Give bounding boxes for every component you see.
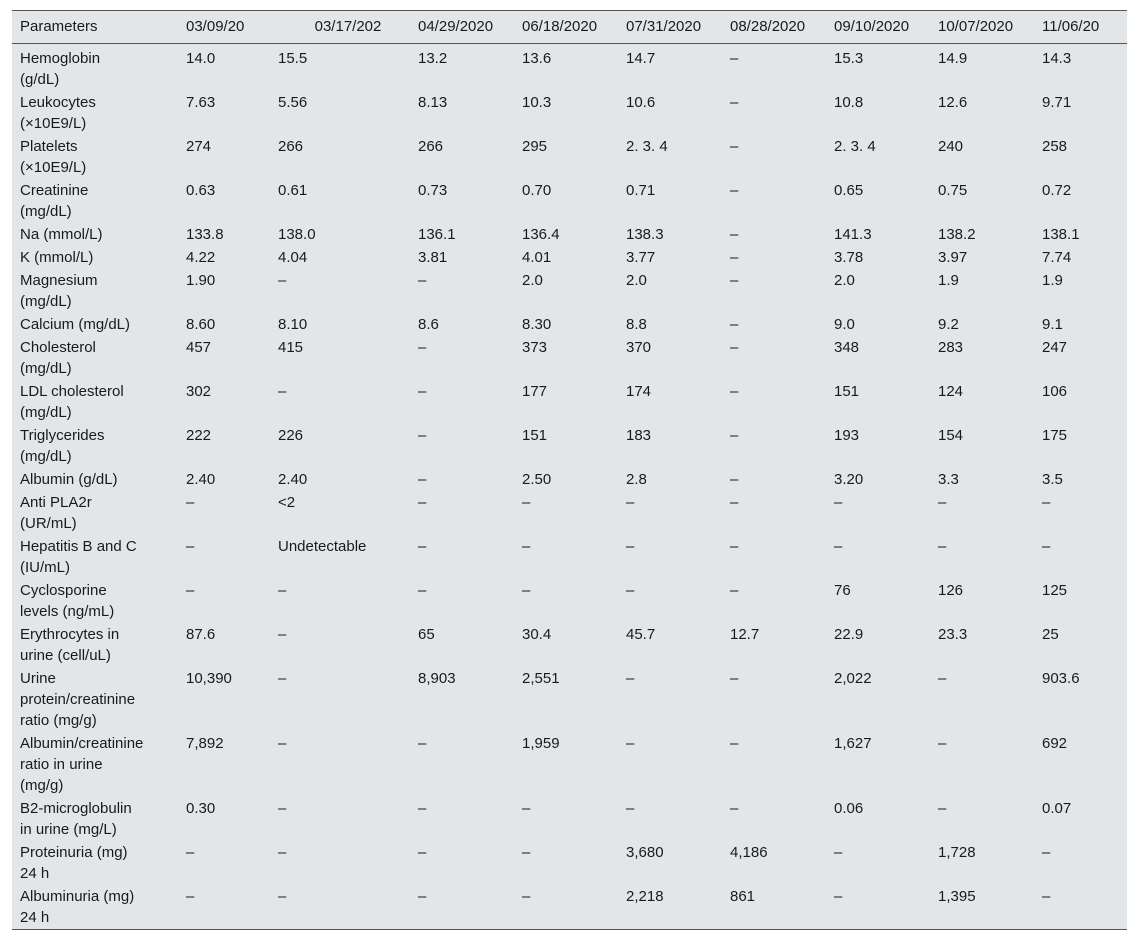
table-row: [12, 223, 1127, 246]
table-cell: –: [418, 427, 427, 444]
table-cell: –: [730, 138, 739, 155]
table-cell: –: [938, 494, 947, 511]
table-cell: 2.0: [626, 272, 647, 289]
table-cell: –: [278, 888, 287, 905]
table-cell: 2,218: [626, 888, 664, 905]
table-cell: 14.3: [1042, 50, 1072, 67]
table-cell: 7,892: [186, 735, 224, 752]
table-cell: 302: [186, 383, 212, 400]
table-cell: –: [522, 800, 531, 817]
parameter-label-line: Urine: [20, 670, 56, 687]
parameter-label-line: (IU/mL): [20, 559, 70, 576]
table-cell: Undetectable: [278, 538, 367, 555]
column-header-date: 08/28/2020: [730, 11, 834, 44]
parameter-label-line: Magnesium: [20, 272, 98, 289]
table-cell: –: [626, 494, 635, 511]
table-cell: 125: [1042, 582, 1068, 599]
table-cell: 136.4: [522, 226, 560, 243]
table-cell: 2. 3. 4: [834, 138, 876, 155]
table-cell: –: [418, 383, 427, 400]
table-cell: 2.0: [522, 272, 543, 289]
parameter-label-line: Platelets: [20, 138, 78, 155]
table-cell: –: [278, 735, 287, 752]
table-cell: –: [278, 383, 287, 400]
table-cell: 8.8: [626, 316, 647, 333]
table-row: [12, 269, 1127, 313]
parameter-label: [12, 91, 186, 135]
table-cell: 222: [186, 427, 212, 444]
parameter-label-line: in urine (mg/L): [20, 821, 117, 838]
table-cell: –: [626, 735, 635, 752]
parameter-label: [12, 732, 186, 797]
table-cell: –: [522, 494, 531, 511]
table-cell: 247: [1042, 339, 1068, 356]
parameter-label: [12, 841, 186, 885]
parameter-label-line: K (mmol/L): [20, 249, 94, 266]
parameter-label-line: Hemoglobin: [20, 50, 101, 67]
parameter-label: [12, 424, 186, 468]
table-cell: 0.72: [1042, 182, 1072, 199]
table-row: [12, 468, 1127, 491]
table-cell: 903.6: [1042, 670, 1080, 687]
table-cell: 8.13: [418, 94, 448, 111]
parameter-label-line: (mg/dL): [20, 360, 72, 377]
table-cell: –: [730, 94, 739, 111]
table-cell: 0.30: [186, 800, 216, 817]
table-cell: –: [730, 249, 739, 266]
table-cell: –: [626, 670, 635, 687]
table-cell: 266: [418, 138, 444, 155]
table-cell: 15.5: [278, 50, 308, 67]
table-cell: 141.3: [834, 226, 872, 243]
lab-results-table-container: [12, 10, 1127, 930]
table-cell: 133.8: [186, 226, 224, 243]
parameter-label-line: (mg/dL): [20, 293, 72, 310]
table-cell: 22.9: [834, 626, 864, 643]
parameter-label: [12, 313, 186, 336]
table-cell: 4.01: [522, 249, 552, 266]
table-cell: 0.70: [522, 182, 552, 199]
parameter-label-line: Albumin/creatinine: [20, 735, 144, 752]
parameter-label-line: LDL cholesterol: [20, 383, 124, 400]
table-cell: 3.78: [834, 249, 864, 266]
parameter-label: [12, 667, 186, 732]
table-cell: 14.9: [938, 50, 968, 67]
table-row: [12, 336, 1127, 380]
parameter-label: [12, 135, 186, 179]
table-cell: 3.3: [938, 471, 959, 488]
table-cell: 9.2: [938, 316, 959, 333]
table-cell: –: [418, 339, 427, 356]
table-cell: –: [186, 888, 195, 905]
table-cell: –: [278, 844, 287, 861]
parameter-label-line: Erythrocytes in: [20, 626, 120, 643]
table-cell: –: [418, 800, 427, 817]
table-row: [12, 732, 1127, 797]
table-cell: –: [626, 538, 635, 555]
table-cell: –: [834, 844, 843, 861]
table-cell: –: [278, 582, 287, 599]
table-cell: –: [1042, 888, 1051, 905]
table-cell: –: [522, 538, 531, 555]
table-cell: 861: [730, 888, 756, 905]
parameter-label: [12, 885, 186, 929]
table-cell: –: [418, 538, 427, 555]
table-cell: 373: [522, 339, 548, 356]
table-cell: 15.3: [834, 50, 864, 67]
table-cell: 136.1: [418, 226, 456, 243]
table-cell: 177: [522, 383, 548, 400]
table-cell: –: [278, 670, 287, 687]
parameter-label: [12, 179, 186, 223]
table-cell: 8.10: [278, 316, 308, 333]
table-cell: 0.73: [418, 182, 448, 199]
table-cell: 8.30: [522, 316, 552, 333]
table-cell: 30.4: [522, 626, 552, 643]
parameter-label-line: Cholesterol: [20, 339, 96, 356]
table-cell: –: [626, 800, 635, 817]
table-cell: 124: [938, 383, 964, 400]
table-cell: –: [418, 844, 427, 861]
table-cell: 106: [1042, 383, 1068, 400]
column-header-date: 09/10/2020: [834, 11, 938, 44]
table-cell: 151: [522, 427, 548, 444]
table-cell: –: [730, 538, 739, 555]
table-cell: –: [834, 494, 843, 511]
table-body: [12, 44, 1127, 930]
table-cell: –: [278, 272, 287, 289]
table-cell: 1.90: [186, 272, 216, 289]
table-cell: 2.40: [186, 471, 216, 488]
table-cell: 274: [186, 138, 212, 155]
table-cell: 138.0: [278, 226, 316, 243]
table-cell: 1,959: [522, 735, 560, 752]
table-cell: 2,551: [522, 670, 560, 687]
table-cell: 151: [834, 383, 860, 400]
parameter-label: [12, 380, 186, 424]
parameter-label: [12, 491, 186, 535]
table-cell: 9.71: [1042, 94, 1072, 111]
parameter-label-line: Albuminuria (mg): [20, 888, 135, 905]
table-cell: –: [418, 735, 427, 752]
table-row: [12, 667, 1127, 732]
table-cell: 3.81: [418, 249, 448, 266]
column-header-date: 07/31/2020: [626, 11, 730, 44]
table-cell: 9.0: [834, 316, 855, 333]
table-cell: 3,680: [626, 844, 664, 861]
parameter-label-line: (mg/dL): [20, 404, 72, 421]
column-header-date: 03/09/20: [186, 11, 278, 44]
table-cell: 4.04: [278, 249, 308, 266]
table-cell: 2,022: [834, 670, 872, 687]
table-cell: –: [418, 471, 427, 488]
table-cell: 3.5: [1042, 471, 1063, 488]
parameter-label-line: (g/dL): [20, 71, 60, 88]
parameter-label-line: (UR/mL): [20, 515, 77, 532]
table-row: [12, 424, 1127, 468]
parameter-label-line: Cyclosporine: [20, 582, 107, 599]
table-cell: 7.74: [1042, 249, 1072, 266]
table-cell: –: [730, 383, 739, 400]
table-cell: 13.6: [522, 50, 552, 67]
table-cell: 266: [278, 138, 304, 155]
table-cell: –: [522, 888, 531, 905]
table-cell: 10.6: [626, 94, 656, 111]
table-cell: –: [278, 800, 287, 817]
table-cell: 1,395: [938, 888, 976, 905]
table-cell: 13.2: [418, 50, 448, 67]
table-cell: 14.7: [626, 50, 656, 67]
table-cell: 258: [1042, 138, 1068, 155]
table-cell: 295: [522, 138, 548, 155]
parameter-label-line: ratio (mg/g): [20, 712, 97, 729]
table-cell: –: [730, 50, 739, 67]
table-cell: 8.6: [418, 316, 439, 333]
table-cell: 370: [626, 339, 652, 356]
table-cell: 0.63: [186, 182, 216, 199]
table-cell: 0.65: [834, 182, 864, 199]
table-cell: 2.50: [522, 471, 552, 488]
table-cell: –: [626, 582, 635, 599]
parameter-label-line: Anti PLA2r: [20, 494, 92, 511]
table-cell: –: [938, 670, 947, 687]
table-cell: 1,728: [938, 844, 976, 861]
table-cell: –: [418, 272, 427, 289]
table-row: [12, 579, 1127, 623]
header-row: [12, 11, 1127, 44]
parameter-label: [12, 623, 186, 667]
table-row: [12, 91, 1127, 135]
table-cell: –: [418, 582, 427, 599]
table-cell: 415: [278, 339, 304, 356]
table-row: [12, 135, 1127, 179]
table-cell: 283: [938, 339, 964, 356]
table-cell: 175: [1042, 427, 1068, 444]
table-cell: 0.06: [834, 800, 864, 817]
table-cell: –: [730, 471, 739, 488]
parameter-label-line: B2-microglobulin: [20, 800, 132, 817]
parameter-label-line: Creatinine: [20, 182, 89, 199]
table-row: [12, 179, 1127, 223]
table-cell: 3.77: [626, 249, 656, 266]
table-row: [12, 313, 1127, 336]
parameter-label-line: (mg/g): [20, 777, 64, 794]
table-cell: –: [730, 272, 739, 289]
table-cell: 10.8: [834, 94, 864, 111]
table-cell: 183: [626, 427, 652, 444]
table-cell: 65: [418, 626, 435, 643]
table-cell: –: [730, 226, 739, 243]
table-row: [12, 491, 1127, 535]
table-row: [12, 535, 1127, 579]
table-cell: 226: [278, 427, 304, 444]
parameter-label-line: Leukocytes: [20, 94, 96, 111]
table-cell: –: [186, 844, 195, 861]
table-cell: 10.3: [522, 94, 552, 111]
column-header-date: 06/18/2020: [522, 11, 626, 44]
parameter-label: [12, 579, 186, 623]
table-cell: 4.22: [186, 249, 216, 266]
parameter-label-line: 24 h: [20, 909, 50, 926]
parameter-label: [12, 44, 186, 92]
table-cell: 457: [186, 339, 212, 356]
table-cell: –: [834, 538, 843, 555]
table-cell: –: [522, 844, 531, 861]
table-cell: 0.71: [626, 182, 656, 199]
parameter-label: [12, 269, 186, 313]
table-cell: 2.40: [278, 471, 308, 488]
table-row: [12, 623, 1127, 667]
table-cell: –: [730, 182, 739, 199]
table-cell: 10,390: [186, 670, 232, 687]
table-cell: –: [418, 888, 427, 905]
table-row: [12, 380, 1127, 424]
table-cell: 45.7: [626, 626, 656, 643]
parameter-label-line: (×10E9/L): [20, 159, 87, 176]
table-cell: 1.9: [938, 272, 959, 289]
table-cell: –: [186, 494, 195, 511]
table-cell: 138.3: [626, 226, 664, 243]
parameter-label-line: levels (ng/mL): [20, 603, 115, 620]
parameter-label-line: Hepatitis B and C: [20, 538, 137, 555]
parameter-label-line: Triglycerides: [20, 427, 105, 444]
column-header-parameters: Parameters: [12, 11, 186, 44]
table-cell: –: [1042, 538, 1051, 555]
table-cell: 76: [834, 582, 851, 599]
parameter-label-line: ratio in urine: [20, 756, 103, 773]
table-cell: –: [938, 800, 947, 817]
table-cell: 87.6: [186, 626, 216, 643]
table-cell: –: [730, 339, 739, 356]
parameter-label-line: urine (cell/uL): [20, 647, 111, 664]
table-cell: –: [418, 494, 427, 511]
table-cell: –: [938, 735, 947, 752]
table-cell: 2.0: [834, 272, 855, 289]
parameter-label: [12, 336, 186, 380]
table-cell: 126: [938, 582, 964, 599]
table-cell: 2. 3. 4: [626, 138, 668, 155]
column-header-date: 04/29/2020: [418, 11, 522, 44]
table-cell: 23.3: [938, 626, 968, 643]
table-cell: 193: [834, 427, 860, 444]
parameter-label-line: (mg/dL): [20, 203, 72, 220]
parameter-label: [12, 797, 186, 841]
table-cell: –: [730, 735, 739, 752]
parameter-label-line: Proteinuria (mg): [20, 844, 128, 861]
parameter-label-line: Calcium (mg/dL): [20, 316, 131, 333]
column-header-date: 11/06/20: [1042, 11, 1127, 44]
table-cell: –: [834, 888, 843, 905]
table-cell: –: [522, 582, 531, 599]
table-cell: 12.7: [730, 626, 760, 643]
parameter-label-line: (mg/dL): [20, 448, 72, 465]
table-cell: 5.56: [278, 94, 308, 111]
table-cell: 4,186: [730, 844, 768, 861]
table-cell: 154: [938, 427, 964, 444]
table-cell: –: [730, 427, 739, 444]
table-cell: 12.6: [938, 94, 968, 111]
table-cell: –: [730, 582, 739, 599]
table-cell: 14.0: [186, 50, 216, 67]
table-cell: 174: [626, 383, 652, 400]
table-row: [12, 44, 1127, 92]
table-row: [12, 885, 1127, 929]
table-cell: –: [186, 538, 195, 555]
table-cell: 348: [834, 339, 860, 356]
parameter-label-line: Albumin (g/dL): [20, 471, 118, 488]
parameter-label: [12, 223, 186, 246]
parameter-label-line: Na (mmol/L): [20, 226, 103, 243]
table-cell: –: [186, 582, 195, 599]
table-cell: 9.1: [1042, 316, 1063, 333]
table-cell: –: [730, 494, 739, 511]
parameter-label: [12, 468, 186, 491]
table-cell: 3.97: [938, 249, 968, 266]
parameter-label-line: (×10E9/L): [20, 115, 87, 132]
table-cell: –: [278, 626, 287, 643]
table-cell: 0.07: [1042, 800, 1072, 817]
table-cell: 692: [1042, 735, 1068, 752]
table-cell: –: [730, 316, 739, 333]
table-cell: –: [730, 800, 739, 817]
lab-results-table: [12, 11, 1127, 929]
column-header-date: 10/07/2020: [938, 11, 1042, 44]
parameter-label-line: protein/creatinine: [20, 691, 136, 708]
column-header-date: 03/17/202: [278, 11, 418, 44]
table-cell: 25: [1042, 626, 1059, 643]
table-cell: 138.2: [938, 226, 976, 243]
parameter-label: [12, 246, 186, 269]
table-cell: <2: [278, 494, 296, 511]
table-cell: –: [730, 670, 739, 687]
parameter-label: [12, 535, 186, 579]
table-cell: 0.75: [938, 182, 968, 199]
parameter-label-line: 24 h: [20, 865, 50, 882]
table-cell: –: [1042, 494, 1051, 511]
table-cell: 240: [938, 138, 964, 155]
table-row: [12, 246, 1127, 269]
table-cell: 1,627: [834, 735, 872, 752]
table-cell: 8,903: [418, 670, 456, 687]
table-cell: 2.8: [626, 471, 647, 488]
table-cell: –: [938, 538, 947, 555]
table-cell: 1.9: [1042, 272, 1063, 289]
table-cell: 3.20: [834, 471, 864, 488]
table-cell: 7.63: [186, 94, 216, 111]
table-cell: 138.1: [1042, 226, 1080, 243]
table-cell: 0.61: [278, 182, 308, 199]
table-row: [12, 841, 1127, 885]
table-cell: –: [1042, 844, 1051, 861]
table-cell: 8.60: [186, 316, 216, 333]
table-row: [12, 797, 1127, 841]
